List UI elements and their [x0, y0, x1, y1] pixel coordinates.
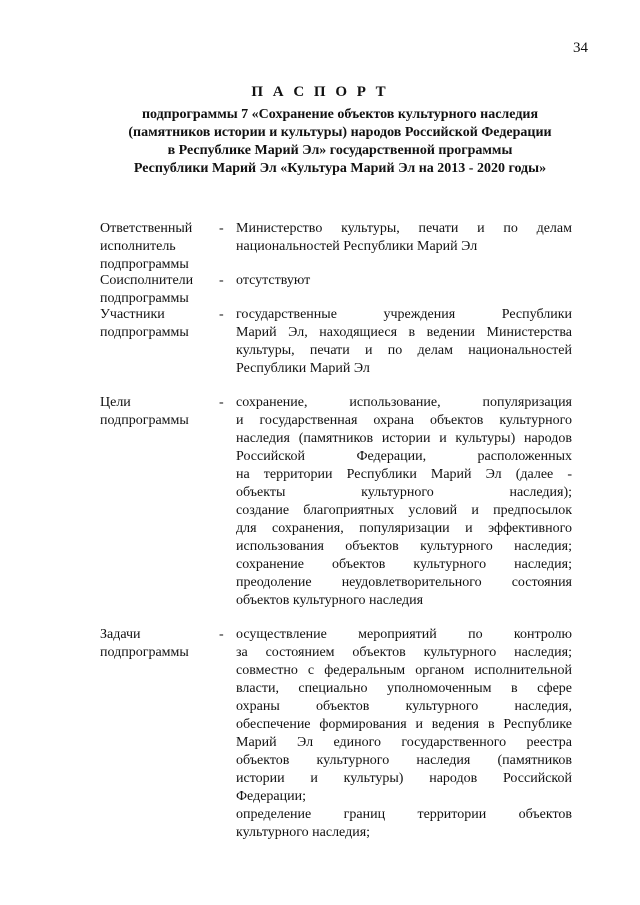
row-value-line: отсутствуют	[236, 273, 311, 288]
row-value-line: наследия (памятников истории и культуры) народов	[236, 431, 572, 446]
row-value-line: определение границ территории объектов	[236, 807, 572, 822]
row-value-line: культурного наследия;	[236, 825, 371, 840]
row-value-line: власти, специально уполномоченным в сфере	[236, 681, 572, 696]
row-label-line: подпрограммы	[100, 325, 189, 340]
row-label	[100, 394, 210, 430]
row-label-line: Ответственный	[100, 221, 193, 236]
passport-row	[0, 626, 640, 842]
row-dash: -	[219, 395, 224, 410]
passport-row	[0, 272, 640, 306]
subtitle-line: в Республике Марий Эл» государственной программы	[167, 143, 513, 158]
row-value	[236, 626, 572, 842]
row-value-line: использования объектов культурного наследия;	[236, 539, 572, 554]
row-value-line: сохранение, использование, популяризация	[236, 395, 572, 410]
row-dash: -	[219, 221, 224, 236]
row-value-line: истории и культуры) народов Российской	[236, 771, 572, 786]
row-value-line: преодоление неудовлетворительного состояния	[236, 575, 572, 590]
row-value-line: культуры, печати и по делам национальностей	[236, 343, 572, 358]
row-label	[100, 626, 210, 662]
subtitle-line: подпрограммы 7 «Сохранение объектов культурного наследия	[141, 107, 539, 122]
row-label-line: Цели	[100, 395, 131, 410]
row-value-line: Республики Марий Эл	[236, 361, 370, 376]
row-value-line: сохранение объектов культурного наследия;	[236, 557, 572, 572]
row-label	[100, 220, 210, 274]
row-label	[100, 306, 210, 342]
row-label-line: подпрограммы	[100, 257, 189, 272]
passport-title: П А С П О Р Т	[251, 84, 389, 100]
row-dash: -	[219, 273, 224, 288]
row-label-line: подпрограммы	[100, 413, 189, 428]
row-value-line: объектов культурного наследия (памятников	[236, 753, 572, 768]
row-value-line: и государственная охрана объектов культурного	[236, 413, 572, 428]
row-label-line: Участники	[100, 307, 165, 322]
row-value-line: национальностей Республики Марий Эл	[236, 239, 478, 254]
row-label-line: подпрограммы	[100, 291, 189, 306]
passport-row	[0, 394, 640, 610]
row-value-line: Федерации;	[236, 789, 307, 804]
row-value-line: объектов культурного наследия	[236, 593, 424, 608]
row-dash: -	[219, 627, 224, 642]
row-value-line: Марий Эл, находящиеся в ведении Министерства	[236, 325, 572, 340]
passport-row	[0, 306, 640, 378]
row-value-line: охраны объектов культурного наследия,	[236, 699, 572, 714]
row-value-line: для сохранения, популяризации и эффективного	[236, 521, 572, 536]
row-value-line: совместно с федеральным органом исполнительной	[236, 663, 572, 678]
row-value-line: за состоянием объектов культурного наследия;	[236, 645, 572, 660]
row-value	[236, 306, 572, 378]
row-value-line: Марий Эл единого государственного реестра	[236, 735, 572, 750]
row-label-line: Задачи	[100, 627, 141, 642]
passport-row	[0, 220, 640, 272]
passport-subtitle	[80, 106, 600, 178]
page-number: 34	[573, 40, 588, 56]
row-label	[100, 272, 210, 308]
row-dash: -	[219, 307, 224, 322]
row-value-line: на территории Республики Марий Эл (далее -	[236, 467, 572, 482]
row-value-line: государственные учреждения Республики	[236, 307, 572, 322]
row-value-line: Российской Федерации, расположенных	[236, 449, 572, 464]
row-value	[236, 220, 572, 256]
subtitle-line: (памятников истории и культуры) народов Российской Федерации	[128, 125, 552, 140]
row-value-line: объекты культурного наследия);	[236, 485, 572, 500]
row-value-line: Министерство культуры, печати и по делам	[236, 221, 572, 236]
row-value	[236, 394, 572, 610]
subtitle-line: Республики Марий Эл «Культура Марий Эл на 2013 - 2020 годы»	[133, 161, 547, 176]
row-value-line: обеспечение формирования и ведения в Республике	[236, 717, 572, 732]
row-value-line: осуществление мероприятий по контролю	[236, 627, 572, 642]
row-label-line: Соисполнители	[100, 273, 194, 288]
row-value	[236, 272, 572, 290]
row-label-line: подпрограммы	[100, 645, 189, 660]
row-label-line: исполнитель	[100, 239, 176, 254]
row-value-line: создание благоприятных условий и предпосылок	[236, 503, 572, 518]
passport-table	[0, 220, 640, 858]
